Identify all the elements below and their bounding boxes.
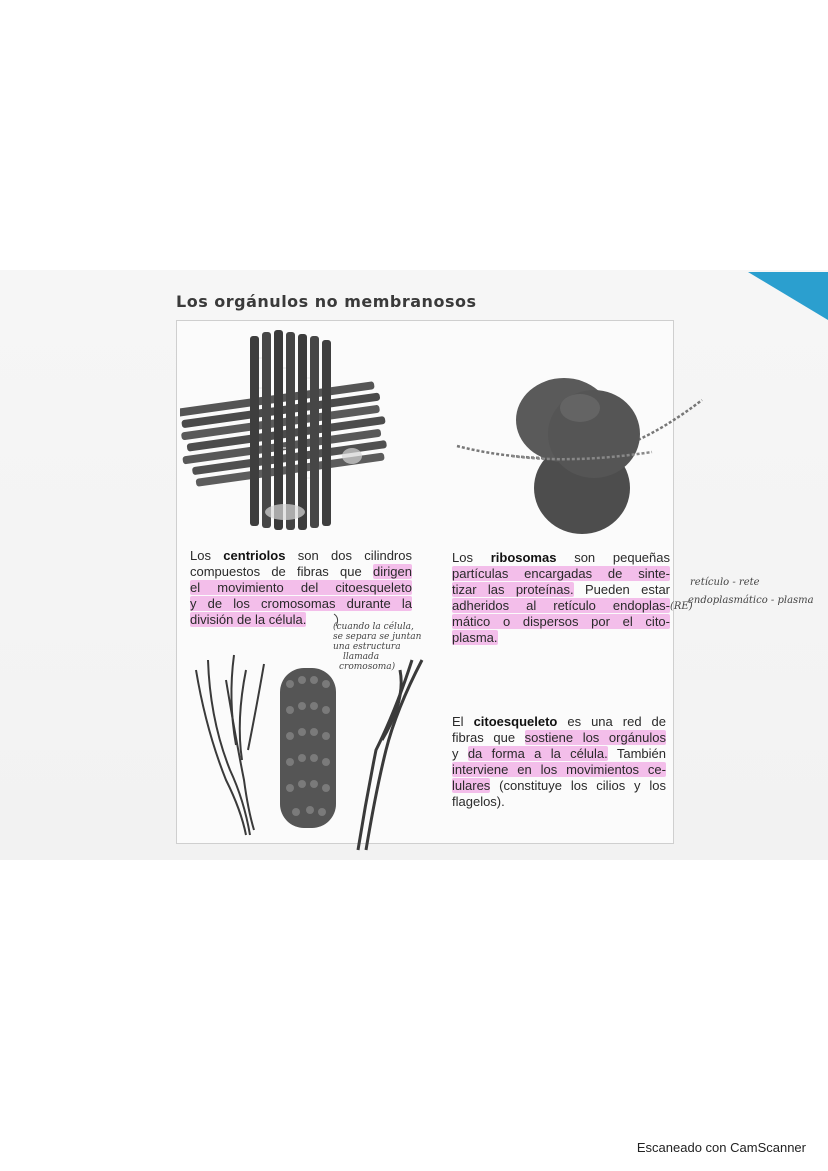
centriolo-note-line-1: (cuando la célula,	[333, 622, 414, 632]
section-title: Los orgánulos no membranosos	[176, 292, 477, 311]
centriolos-text	[190, 548, 412, 628]
centriolos-line-1: Los centriolos son dos cilindros	[190, 548, 412, 563]
citoesqueleto-line-2: fibras que sostiene los orgánulos	[452, 730, 666, 745]
centriolo-note-line-5: cromosoma)	[339, 662, 396, 672]
ribosoma-illustration	[452, 360, 710, 540]
scanner-watermark: Escaneado con CamScanner	[636, 1140, 806, 1155]
handwritten-re-mark: (RE)	[670, 601, 693, 612]
centriolos-line-4: y de los cromosomas durante la	[190, 596, 412, 611]
citoesqueleto-illustration	[186, 650, 436, 855]
corner-tab-decoration	[748, 272, 828, 320]
citoesqueleto-line-1: El citoesqueleto es una red de	[452, 714, 667, 729]
vertical-cylinder-bundle	[250, 330, 362, 530]
handwritten-centriolo-note	[333, 622, 433, 672]
centriolos-line-5: división de la célula.	[190, 612, 307, 627]
handwritten-arrow	[330, 612, 346, 628]
centriolos-line-2: compuestos de fibras que dirigen	[190, 564, 412, 579]
citoesqueleto-line-6: flagelos).	[452, 794, 505, 809]
centriolo-note-line-3: una estructura	[333, 642, 401, 652]
centriolo-note-line-2: se separa se juntan	[333, 632, 422, 642]
ribosomas-line-2: partículas encargadas de sinte-	[452, 566, 670, 581]
filament-strands	[196, 655, 264, 835]
ribosomas-line-3: tizar las proteínas. Pueden estar	[452, 582, 670, 597]
citoesqueleto-line-3: y da forma a la célula. También	[452, 746, 666, 761]
ribosomas-text	[452, 550, 670, 646]
citoesqueleto-line-5: lulares (constituye los cilios y los	[452, 778, 666, 793]
handwritten-margin-note-2: endoplasmático - plasma	[688, 595, 814, 606]
centriolos-illustration	[180, 328, 390, 538]
ribosomas-line-4: adheridos al retículo endoplas-	[452, 598, 670, 613]
citoesqueleto-line-4: interviene en los movimientos ce-	[452, 762, 666, 777]
microtubule-cylinder	[280, 668, 336, 828]
ribosomas-line-1: Los ribosomas son pequeñas	[452, 550, 670, 565]
citoesqueleto-text	[452, 714, 666, 810]
ribosomas-line-5: mático o dispersos por el cito-	[452, 614, 670, 629]
ribosomas-line-6: plasma.	[452, 630, 498, 645]
centriolos-line-3: el movimiento del citoesqueleto	[190, 580, 412, 595]
horizontal-cylinder-bundle	[180, 380, 390, 488]
centriolo-note-line-4: llamada	[343, 652, 380, 662]
handwritten-margin-note-1: retículo - rete	[690, 577, 760, 588]
braided-fiber	[358, 660, 422, 850]
